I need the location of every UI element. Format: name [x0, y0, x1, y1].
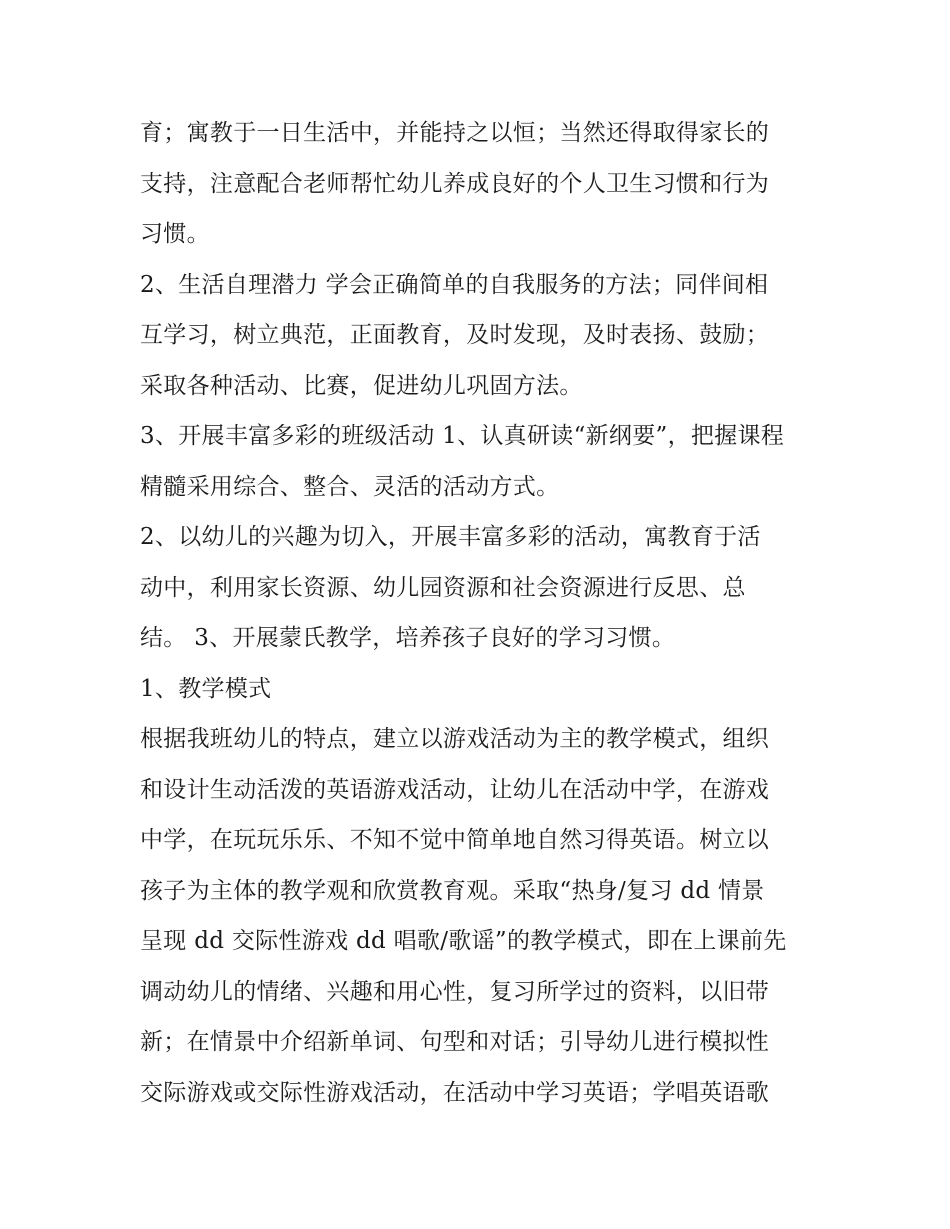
text-line: 动中，利用家长资源、幼儿园资源和社会资源进行反思、总: [140, 574, 746, 601]
text-line: 习惯。: [140, 221, 210, 247]
text-line: 和设计生动活泼的英语游戏活动，让幼儿在活动中学，在游戏: [140, 776, 770, 803]
text-line: 2、以幼儿的兴趣为切入，开展丰富多彩的活动，寓教育于活: [140, 524, 761, 550]
text-line: 孩子为主体的教学观和欣赏教育观。采取“热身/复习 dd 情景: [140, 877, 765, 904]
section-heading: 1、教学模式: [140, 675, 272, 702]
text-line: 结。 3、开展蒙氏教学，培养孩子良好的学习习惯。: [140, 625, 676, 651]
text-line: 根据我班幼儿的特点，建立以游戏活动为主的教学模式，组织: [140, 726, 770, 752]
text-line: 互学习，树立典范，正面教育，及时发现，及时表扬、鼓励；: [140, 322, 770, 348]
text-line: 育；寓教于一日生活中，并能持之以恒；当然还得取得家长的: [140, 120, 770, 146]
text-line: 中学，在玩玩乐乐、不知不觉中简单地自然习得英语。树立以: [140, 827, 770, 853]
text-line: 新；在情景中介绍新单词、句型和对话；引导幼儿进行模拟性: [140, 1029, 770, 1055]
text-line: 交际游戏或交际性游戏活动，在活动中学习英语；学唱英语歌: [140, 1079, 770, 1106]
text-line: 精髓采用综合、整合、灵活的活动方式。: [140, 473, 560, 500]
text-line: 3、开展丰富多彩的班级活动 1、认真研读“新纲要”，把握课程: [140, 423, 785, 449]
text-line: 采取各种活动、比赛，促进幼儿巩固方法。: [140, 372, 583, 399]
text-line: 2、生活自理潜力 学会正确简单的自我服务的方法；同伴间相: [140, 271, 769, 298]
text-line: 支持，注意配合老师帮忙幼儿养成良好的个人卫生习惯和行为: [140, 170, 770, 197]
text-line: 调动幼儿的情绪、兴趣和用心性，复习所学过的资料，以旧带: [140, 978, 770, 1005]
text-line: 呈现 dd 交际性游戏 dd 唱歌/歌谣”的教学模式，即在上课前先: [140, 928, 787, 954]
document-body: [140, 108, 830, 1118]
